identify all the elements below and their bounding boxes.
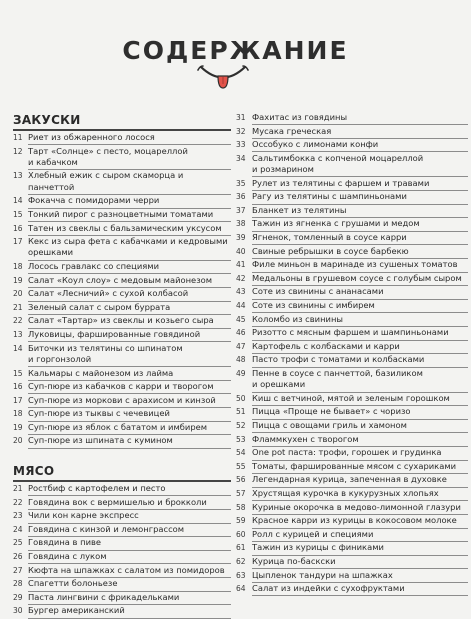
page-number: 61 (236, 542, 246, 553)
toc-entry[interactable] (236, 488, 468, 502)
page-number: 21 (13, 301, 23, 312)
page-number: 12 (13, 145, 23, 156)
page-number: 22 (13, 496, 23, 507)
toc-entry[interactable] (236, 447, 468, 461)
page-number: 21 (13, 483, 23, 494)
toc-entry[interactable] (236, 420, 468, 434)
recipe-title: Ягненок, томленный в соусе карри (252, 232, 468, 245)
toc-entry[interactable] (236, 314, 468, 328)
recipe-title: Пицца с овощами гриль и хамоном (252, 420, 468, 433)
recipe-title: Салат «Коул слоу» с медовым майонезом (28, 275, 231, 288)
recipe-title: Спагетти болоньезе (28, 578, 231, 591)
toc-entry[interactable] (236, 327, 468, 341)
snacks-list (13, 132, 231, 449)
toc-entry[interactable] (236, 246, 468, 260)
page-number: 45 (236, 313, 246, 324)
recipe-title: Суп-пюре из шпината с кумином (28, 435, 231, 448)
page-number: 42 (236, 272, 246, 283)
toc-entry[interactable] (13, 395, 231, 409)
recipe-title: Филе миньон в маринаде из сушеных томатов (252, 259, 468, 272)
page-number: 18 (13, 261, 23, 272)
right-column (236, 112, 468, 597)
page-number: 19 (13, 421, 23, 432)
page-number: 17 (13, 236, 23, 247)
toc-entry[interactable] (236, 393, 468, 407)
toc-entry[interactable] (13, 551, 231, 565)
toc-entry[interactable] (13, 435, 231, 449)
recipe-title: Мусака греческая (252, 126, 468, 139)
page-number: 62 (236, 556, 246, 566)
recipe-title: Суп-пюре из тыквы с чечевицей (28, 408, 231, 421)
toc-entry[interactable] (13, 195, 231, 209)
recipe-title: Красное карри из курицы в кокосовом молоке (252, 515, 468, 528)
page-number: 15 (13, 208, 23, 219)
toc-entry[interactable] (236, 259, 468, 273)
recipe-title: Пицца «Проще не бывает» с чоризо (252, 406, 468, 419)
recipe-title: Фокачча с помидорами черри (28, 195, 231, 208)
toc-entry[interactable] (13, 329, 231, 343)
toc-entry[interactable] (13, 483, 231, 497)
recipe-title: Ростбиф с картофелем и песто (28, 483, 231, 496)
toc-entry[interactable] (236, 218, 468, 232)
toc-entry[interactable] (236, 368, 468, 393)
page-number: 33 (236, 139, 246, 150)
page-number: 32 (236, 125, 246, 136)
recipe-title: Томаты, фаршированные мясом с сухариками (252, 461, 468, 474)
recipe-title: Суп-пюре из моркови с арахисом и кинзой (28, 395, 231, 408)
section-heading-meat: МЯСО (13, 464, 55, 479)
recipe-title: Чили кон карне экспресс (28, 510, 231, 523)
recipe-title: Сальтимбокка с копченой моцареллой и розмарином (252, 153, 468, 178)
page-number: 16 (13, 381, 23, 392)
recipe-title: Говядина вок с вермишелью и брокколи (28, 497, 231, 510)
page-number: 35 (236, 177, 246, 188)
recipe-title: Говядина с кинзой и лемонграссом (28, 524, 231, 537)
toc-entry[interactable] (236, 542, 468, 556)
recipe-title: Фахитас из говядины (252, 112, 468, 125)
page-number: 63 (236, 569, 246, 580)
recipe-title: Татен из свеклы с бальзамическим уксусом (28, 223, 231, 236)
recipe-title: Куриные окорочка в медово-лимонной глазури (252, 502, 468, 515)
recipe-title: Тарт «Солнце» с песто, моцареллой и кабачком (28, 146, 231, 171)
toc-entry[interactable] (236, 341, 468, 355)
recipe-title: Хлебный ежик с сыром скаморца и панчеттой (28, 170, 231, 195)
recipe-title: Риет из обжаренного лосося (28, 132, 231, 145)
page-number: 53 (236, 433, 246, 444)
recipe-title: Салат «Лесничий» с сухой колбасой (28, 288, 231, 301)
toc-entry[interactable] (13, 368, 231, 382)
toc-entry[interactable] (236, 529, 468, 543)
smiley-tongue-icon (197, 64, 249, 90)
toc-entry[interactable] (236, 286, 468, 300)
toc-entry[interactable] (236, 191, 468, 205)
page-number: 15 (13, 367, 23, 378)
meat-list-continued (236, 112, 468, 597)
page-number: 22 (13, 315, 23, 326)
page-number: 48 (236, 354, 246, 365)
recipe-title: Суп-пюре из кабачков с карри и творогом (28, 381, 231, 394)
recipe-title: Суп-пюре из яблок с бататом и имбирем (28, 422, 231, 435)
page-number: 14 (13, 195, 23, 206)
page-number: 36 (236, 191, 246, 202)
page-number: 11 (13, 132, 23, 142)
recipe-title: Оссобуко с лимонами конфи (252, 139, 468, 152)
toc-entry[interactable] (13, 302, 231, 316)
toc-entry[interactable] (236, 273, 468, 287)
page-number: 34 (236, 152, 246, 163)
recipe-title: Цыпленок тандури на шпажках (252, 570, 468, 583)
recipe-title: Соте из свинины с имбирем (252, 300, 468, 313)
recipe-title: Хрустящая курочка в кукурузных хлопьях (252, 488, 468, 501)
page-number: 64 (236, 583, 246, 594)
toc-entry[interactable] (236, 205, 468, 219)
recipe-title: Ролл с курицей и специями (252, 529, 468, 542)
toc-entry[interactable] (236, 583, 468, 597)
recipe-title: Салат из индейки с сухофруктами (252, 583, 468, 596)
toc-entry[interactable] (236, 406, 468, 420)
toc-entry[interactable] (13, 275, 231, 289)
recipe-title: Рулет из телятины с фаршем и травами (252, 178, 468, 191)
toc-entry[interactable] (236, 232, 468, 246)
page-number: 20 (13, 435, 23, 446)
meat-list (13, 483, 231, 619)
page-number: 27 (13, 564, 23, 575)
page-number: 13 (13, 170, 23, 181)
recipe-title: Рагу из телятины с шампиньонами (252, 191, 468, 204)
recipe-title: Картофель с колбасками и карри (252, 341, 468, 354)
recipe-title: One pot паста: трофи, горошек и грудинка (252, 447, 468, 460)
recipe-title: Бланкет из телятины (252, 205, 468, 218)
toc-entry[interactable] (236, 556, 468, 570)
toc-entry[interactable] (13, 524, 231, 538)
toc-entry[interactable] (13, 537, 231, 551)
toc-entry[interactable] (13, 592, 231, 606)
recipe-title: Тажин из курицы с финиками (252, 542, 468, 555)
recipe-title: Соте из свинины с ананасами (252, 286, 468, 299)
toc-entry[interactable] (13, 236, 231, 261)
recipe-title: Бургер американский (28, 605, 231, 618)
page-number: 44 (236, 300, 246, 311)
toc-entry[interactable] (236, 300, 468, 314)
toc-entry[interactable] (13, 209, 231, 223)
page-number: 28 (13, 578, 23, 589)
page-number: 29 (13, 591, 23, 602)
page-number: 20 (13, 288, 23, 299)
page-number: 50 (236, 392, 246, 403)
recipe-title: Легендарная курица, запеченная в духовке (252, 474, 468, 487)
section-divider (13, 129, 231, 131)
toc-entry[interactable] (13, 223, 231, 237)
page-number: 24 (13, 523, 23, 534)
recipe-title: Салат «Тартар» из свеклы и козьего сыра (28, 315, 231, 328)
toc-entry[interactable] (236, 434, 468, 448)
toc-entry[interactable] (236, 153, 468, 178)
page-number: 18 (13, 408, 23, 419)
page-number: 58 (236, 501, 246, 512)
page-number: 52 (236, 420, 246, 431)
page-number: 13 (13, 329, 23, 340)
page-number: 14 (13, 342, 23, 353)
page-number: 56 (236, 474, 246, 485)
toc-entry[interactable] (13, 315, 231, 329)
recipe-title: Биточки из телятины со шпинатом и горгонзолой (28, 343, 231, 368)
recipe-title: Луковицы, фаршированные говядиной (28, 329, 231, 342)
section-divider (13, 480, 231, 482)
toc-entry[interactable] (13, 132, 231, 146)
toc-entry[interactable] (236, 178, 468, 192)
recipe-title: Кальмары с майонезом из лайма (28, 368, 231, 381)
toc-entry[interactable] (13, 578, 231, 592)
toc-entry[interactable] (236, 474, 468, 488)
recipe-title: Кюфта на шпажках с салатом из помидоров (28, 565, 231, 578)
toc-entry[interactable] (13, 408, 231, 422)
toc-entry[interactable] (13, 261, 231, 275)
toc-entry[interactable] (13, 497, 231, 511)
toc-entry[interactable] (236, 354, 468, 368)
page-number: 37 (236, 204, 246, 215)
page-number: 55 (236, 460, 246, 471)
page-number: 26 (13, 551, 23, 562)
recipe-title: Медальоны в грушевом соусе с голубым сыром (252, 273, 468, 286)
recipe-title: Лосось гравлакс со специями (28, 261, 231, 274)
toc-entry[interactable] (13, 565, 231, 579)
page-title: СОДЕРЖАНИЕ (122, 36, 349, 65)
recipe-title: Говядина в пиве (28, 537, 231, 550)
recipe-title: Тажин из ягненка с грушами и медом (252, 218, 468, 231)
toc-entry[interactable] (236, 570, 468, 584)
recipe-title: Курица по-баскски (252, 556, 468, 569)
recipe-title: Зеленый салат с сыром буррата (28, 302, 231, 315)
section-heading-snacks: ЗАКУСКИ (13, 113, 81, 127)
recipe-title: Тонкий пирог с разноцветными томатами (28, 209, 231, 222)
page-number: 51 (236, 406, 246, 417)
toc-entry[interactable] (236, 461, 468, 475)
page-number: 25 (13, 537, 23, 548)
page-number: 59 (236, 515, 246, 526)
recipe-title: Пасто трофи с томатами и колбасками (252, 354, 468, 367)
recipe-title: Фламмкухен с творогом (252, 434, 468, 447)
toc-entry[interactable] (13, 146, 231, 171)
toc-entry[interactable] (236, 112, 468, 126)
recipe-title: Говядина с луком (28, 551, 231, 564)
page-number: 43 (236, 286, 246, 297)
page-number: 60 (236, 528, 246, 539)
recipe-title: Киш с ветчиной, мятой и зеленым горошком (252, 393, 468, 406)
toc-entry[interactable] (13, 343, 231, 368)
page-number: 46 (236, 327, 246, 338)
page-number: 40 (236, 245, 246, 256)
recipe-title: Ризотто с мясным фаршем и шампиньонами (252, 327, 468, 340)
toc-entry[interactable] (236, 515, 468, 529)
page-number: 57 (236, 488, 246, 499)
toc-entry[interactable] (236, 502, 468, 516)
recipe-title: Кекс из сыра фета с кабачками и кедровыми орешками (28, 236, 231, 261)
page-number: 41 (236, 259, 246, 270)
toc-entry[interactable] (236, 139, 468, 153)
page-number: 30 (13, 605, 23, 616)
page-number: 23 (13, 510, 23, 521)
page-number: 38 (236, 218, 246, 229)
toc-entry[interactable] (13, 288, 231, 302)
toc-entry[interactable] (13, 170, 231, 195)
recipe-title: Пенне в соусе с панчеттой, базиликом и орешками (252, 368, 468, 393)
page-number: 54 (236, 447, 246, 458)
page-number: 17 (13, 394, 23, 405)
recipe-title: Свиные ребрышки в соусе барбекю (252, 246, 468, 259)
toc-entry[interactable] (13, 605, 231, 619)
toc-entry[interactable] (236, 126, 468, 140)
page-number: 19 (13, 274, 23, 285)
left-column (13, 112, 231, 619)
page-number: 16 (13, 222, 23, 233)
toc-entry[interactable] (13, 381, 231, 395)
toc-entry[interactable] (13, 510, 231, 524)
page-number: 31 (236, 112, 246, 122)
page-number: 47 (236, 340, 246, 351)
page-number: 39 (236, 232, 246, 243)
page-number: 49 (236, 367, 246, 378)
toc-entry[interactable] (13, 422, 231, 436)
recipe-title: Коломбо из свинины (252, 314, 468, 327)
recipe-title: Паста лингвини с фрикадельками (28, 592, 231, 605)
